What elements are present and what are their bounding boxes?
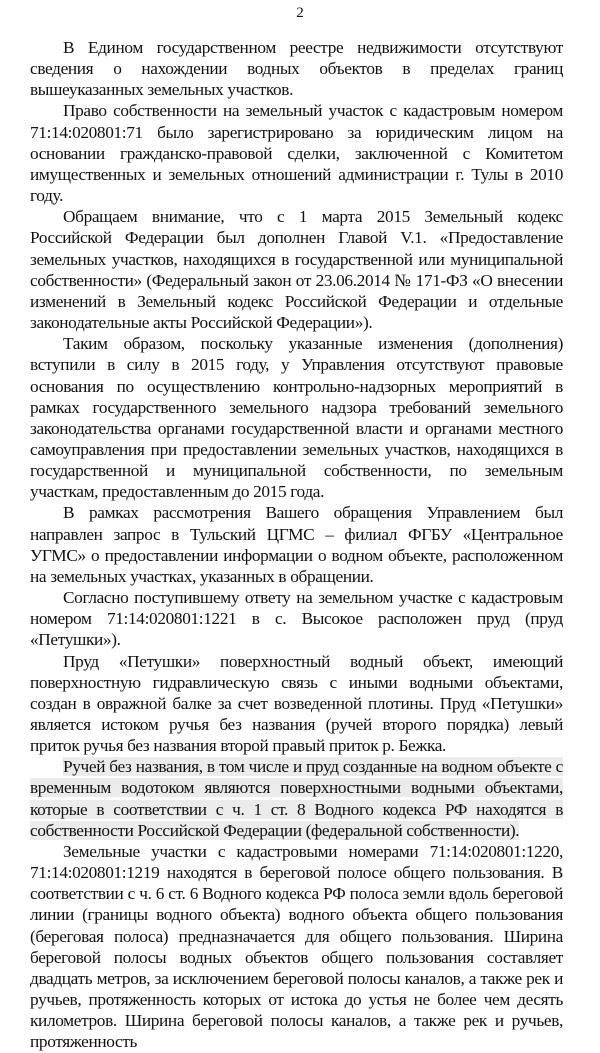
highlighted-text: Ручей без названия, в том числе и пруд созданные на водном объекте с временным водотоком являются поверхностными водными объектами, которые в соответствии с ч. 1 ст. 8 Водного кодекса РФ находятся в собственности Российской Федерации (федеральной собственности). — [30, 757, 563, 840]
paragraph-federal-ownership-highlighted — [30, 756, 563, 841]
paragraph-land-code-amendment: Обращаем внимание, что с 1 марта 2015 Земельный кодекс Российской Федерации был дополнен Главой V.1. «Предоставление земельных участков, находящихся в государственной или муниципальной собственности» (Федеральный закон от 23.06.2014 № 171-ФЗ «О внесении изменений в Земельный кодекс Российской Федерации и отдельные законодательные акты Российской Федерации»). — [30, 207, 563, 333]
paragraph-pond-location: Согласно поступившему ответу на земельном участке с кадастровым номером 71:14:020801:1221 в с. Высокое расположен пруд (пруд «Петушки»). — [30, 588, 563, 650]
paragraph-shore-strip: Земельные участки с кадастровыми номерами 71:14:020801:1220, 71:14:020801:1219 находятся в береговой полосе общего пользования. В соответствии с ч. 6 ст. 6 Водного кодекса РФ полоса земли вдоль береговой линии (границы водного объекта) водного объекта общего пользования (береговая полоса) предназначается для общего пользования. Ширина береговой полосы водных объектов общего пользования составляет двадцать метров, за исключением береговой полосы каналов, а также рек и ручьев, протяженность которых от истока до устья не более чем десять километров. Ширина береговой полосы каналов, а также рек и ручьев, протяженность — [30, 841, 563, 1052]
page-number: 2 — [296, 5, 304, 21]
paragraph-no-legal-grounds: Таким образом, поскольку указанные изменения (дополнения) вступили в силу в 2015 году, у Управления отсутствуют правовые основания по осуществлению контрольно-надзорных мероприятий в рамках государственного земельного надзора требований земельного законодательства органами государственной власти и органами местного самоуправления при предоставлении земельных участков, находящихся в государственной и муниципальной собственности, по земельным участкам, предоставленным до 2015 года. — [30, 334, 563, 502]
paragraph-request-to-cgms: В рамках рассмотрения Вашего обращения Управлением был направлен запрос в Тульский ЦГМС – филиал ФГБУ «Центральное УГМС» о предоставлении информации о водном объекте, расположенном на земельных участках, указанных в обращении. — [30, 503, 563, 586]
document-body — [30, 37, 563, 1053]
paragraph-pond-description: Пруд «Петушки» поверхностный водный объект, имеющий поверхностную гидравлическую связь с иными водными объектами, создан в овражной балке за счет возведенной плотины. Пруд «Петушки» является истоком ручья без названия (ручей второго порядка) левый приток ручья без названия второй правый приток р. Бежка. — [30, 651, 563, 756]
paragraph-egrn-no-water-objects: В Едином государственном реестре недвижимости отсутствуют сведения о нахождении водных объектов в пределах границ вышеуказанных земельных участков. — [30, 38, 563, 100]
paragraph-ownership-registration: Право собственности на земельный участок с кадастровым номером 71:14:020801:71 было зарегистрировано за юридическим лицом на основании гражданско-правовой сделки, заключенной с Комитетом имущественных и земельных отношений администрации г. Тулы в 2010 году. — [30, 101, 563, 206]
